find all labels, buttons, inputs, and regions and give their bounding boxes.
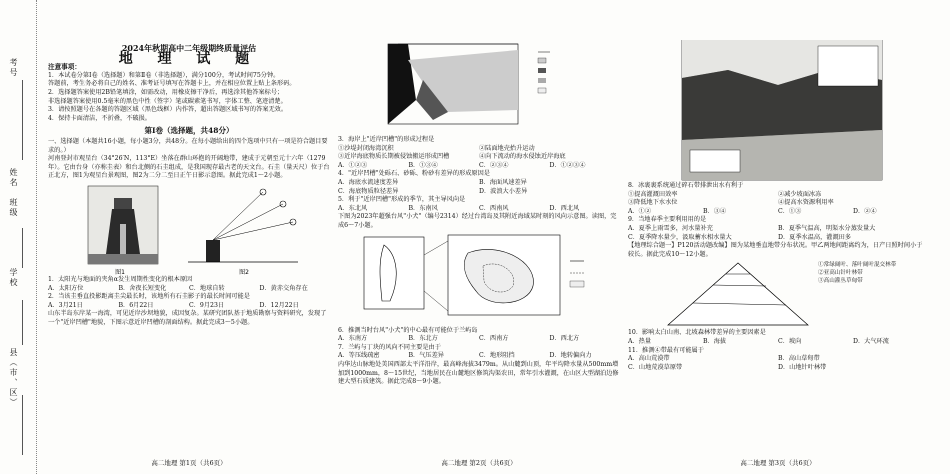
statement: ③近岸海底物质长期被侵蚀搬运形成凹槽 — [338, 153, 450, 161]
option[interactable]: C．夏季降水量少，汲取蓄水相水量大 — [628, 233, 732, 241]
page-footer: 高二地理 第1页（共6页） — [151, 459, 227, 468]
note-line: 答题前，考生务必将自己的姓名、准考证号填写在答题卡上，并在相应位置上贴上条形码。 — [48, 80, 296, 88]
note-line: 1．本试卷分第Ⅰ卷（选择题）和第Ⅱ卷（非选择题），满分100分，考试时间75分钟。 — [48, 71, 280, 79]
subject-title: 地 理 试 题 — [118, 50, 260, 67]
question-7: 7．兰屿与丁块的风向不同主要是由于 — [338, 343, 441, 351]
option[interactable]: D．山地针叶林带 — [778, 363, 827, 371]
statement: ①提高灌溉田效率 — [628, 190, 678, 198]
typhoon-wind-map — [338, 231, 620, 327]
option[interactable]: B．舍夜长短变化 — [118, 284, 167, 292]
note-line: 3．请按照题号在各题的答题区域（黑色线框）内作答，超出答题区域书写的答案无效。 — [48, 106, 288, 114]
option[interactable]: A．太阳方位 — [48, 284, 84, 292]
option[interactable]: D．大气环流 — [853, 337, 889, 345]
typhoon-figure — [338, 231, 620, 327]
option[interactable]: C．9月23日 — [189, 301, 225, 309]
label-banji: 班级 — [9, 198, 18, 218]
question-8: 8．冰裹裹系统通过碎石带排泄出水有利于 — [628, 182, 744, 189]
option[interactable]: D．西北方 — [549, 335, 580, 343]
statement: ②减少坡面冰冻 — [778, 190, 822, 198]
margin-line — [22, 228, 23, 268]
option[interactable]: A．热量 — [628, 337, 652, 345]
option[interactable]: A．高山荒漠带 — [628, 355, 670, 363]
label-xingming: 姓名 — [9, 168, 18, 188]
observatory-figures — [48, 184, 330, 276]
option[interactable]: D．地转偏向力 — [549, 352, 592, 360]
question-9: 9．当地春季主要利用用的是 — [628, 216, 707, 224]
question-2: 2．当该圭垂直投影距离圭尖最长时，该地所有石圭影子的最长时间可能是 — [48, 293, 250, 301]
option[interactable]: B．东南风 — [408, 204, 438, 212]
question-10: 10．影响太白山南、北坡森林带差异的主要因素是 — [628, 329, 766, 337]
question-6: 6．推测当时台风"小犬"的中心最有可能位于兰屿岛 — [338, 326, 478, 334]
fig1-caption: 图1 — [115, 268, 125, 276]
option[interactable]: D．夏季水温高，灌溉田多 — [778, 233, 852, 241]
q10-options — [628, 338, 928, 347]
q11-options — [628, 355, 928, 372]
stem-text: 【地理综合题一】P120活动题改编】图为某地垂直地带分布状况。甲乙两地间距离约为，日产日照时间小于较长。据此完成10～12小题。 — [628, 242, 923, 258]
option[interactable]: D．西北风 — [549, 204, 580, 212]
legend-item: ②亚高山针叶林带 — [818, 270, 863, 277]
note-line: 2．选择题答案使用2B铅笔填涂，如需改动，用橡皮擦干净后，再选涂其他答案标号； — [48, 88, 284, 96]
label-xuexiao: 学校 — [9, 268, 18, 288]
option[interactable]: D．波浪大小差异 — [479, 187, 528, 195]
cut-line — [36, 0, 37, 474]
statement: ④提高水资源利用率 — [778, 199, 834, 207]
option[interactable]: C．地形阻挡 — [479, 352, 515, 360]
option[interactable]: A．东南方 — [338, 335, 368, 343]
page-2 — [338, 0, 620, 474]
margin-line — [22, 80, 23, 160]
stem-text: 山东半岛东岸某一海湾，可见近岸沙坝地貌，成因复杂。某研究团队基于地质勘察与资料研究，发现了一个"近岸凹槽"地貌，下图示意近岸凹槽的剖面结构。据此完成3～5小题。 — [48, 310, 327, 326]
q7-options — [338, 352, 620, 361]
question-intro: 一、选择题（本题共16小题，每小题3分，共48分。在每小题给出的四个选项中只有一项是符合题目要求的。） — [48, 137, 328, 154]
coastal-profile-diagram — [338, 40, 620, 136]
option[interactable]: A．东北风 — [338, 204, 368, 212]
q6-options — [338, 335, 620, 344]
option[interactable]: A．等压线疏密 — [338, 352, 380, 360]
note-line: 非选择题答案使用0.5毫米的黑色中性（签字）笔或碳素笔书写，字体工整、笔迹清楚。 — [48, 97, 287, 105]
q4-options — [338, 179, 620, 196]
option[interactable]: B．①③④ — [408, 161, 438, 169]
legend-item: ①常绿阔叶、落叶阔叶混交林带 — [818, 262, 897, 269]
option[interactable]: D．黄赤交角存在 — [259, 284, 308, 292]
q3-statements — [338, 145, 620, 162]
figure-row — [48, 184, 330, 276]
option[interactable]: B．夏季气温高，明渠水分蒸发量大 — [778, 224, 876, 232]
option[interactable]: C．坡向 — [778, 337, 802, 345]
option[interactable]: A．夏季上雨雪多，河水量补充 — [628, 224, 713, 232]
q1-options — [48, 285, 330, 294]
legend-item: ③高山灌丛草甸带 — [818, 278, 863, 285]
option[interactable]: B．东北方 — [408, 335, 438, 343]
statement: ①沙堤封闭海湾沉积 — [338, 144, 394, 152]
option[interactable]: B．海拔 — [703, 337, 727, 345]
option[interactable]: C．西南方 — [479, 335, 509, 343]
option[interactable]: C．地球自转 — [189, 284, 225, 292]
option[interactable]: C．西南风 — [479, 204, 509, 212]
note-line: 4．保持卡面清洁，不折叠，不破损。 — [48, 114, 151, 122]
label-xian: 县（市、区） — [9, 348, 18, 408]
stem-text: 下图为2023年超强台风"小犬"（编号2314）经过台湾岛及其附近海域某时刻的风向示意图。读图，完成6～7小题。 — [338, 213, 617, 229]
option[interactable]: C．山地荒漠草原带 — [628, 363, 683, 371]
q2-options — [48, 302, 330, 311]
question-5: 5．利于"近岸凹槽"形成的季节，其主导风向是 — [338, 196, 466, 204]
option[interactable]: B．6月22日 — [118, 301, 154, 309]
fig2-caption: 图2 — [239, 268, 249, 276]
page-3 — [628, 0, 928, 474]
option[interactable]: A．海底水流速度差异 — [338, 178, 399, 186]
option[interactable]: D．①②③④ — [549, 161, 586, 169]
statement: ③降低地下水水位 — [628, 199, 678, 207]
option[interactable]: C．①③ — [778, 207, 802, 215]
sierra-photo — [628, 40, 928, 182]
question-4: 4．"近岸凹槽"处砾石、砂砾、粉砂有差异的形成原因是 — [338, 170, 490, 178]
option[interactable]: A．①② — [628, 207, 652, 215]
option[interactable]: C．海底物质粒径差异 — [338, 187, 399, 195]
question-11: 11．推测④带最有可能属于 — [628, 346, 704, 354]
notes-heading: 注意事项： — [48, 63, 81, 72]
exam-title: 2024年秋期高中二年级期终质量评估 — [121, 43, 257, 53]
option[interactable]: A．①②③ — [338, 161, 368, 169]
question-3: 3．海岸上"近岸凹槽"的形成过程是 — [338, 136, 435, 143]
option[interactable]: B．高山草甸带 — [778, 355, 820, 363]
statement: ②陆面地壳抬升运动 — [479, 144, 535, 152]
q9-options — [628, 225, 928, 242]
statement: ④向下流动的海水侵蚀近岸海底 — [479, 153, 566, 161]
option[interactable]: C．②③④ — [479, 161, 509, 169]
section-heading: 第Ⅰ卷（选择题，共48分） — [144, 126, 234, 136]
profile-figure — [338, 40, 620, 136]
question-1: 1．太阳光与地面的夹角α发生周期性变化的根本原因 — [48, 275, 193, 283]
option[interactable]: A．3月21日 — [48, 301, 83, 309]
zonation-legend — [818, 261, 896, 285]
margin-line — [22, 395, 23, 455]
page-footer: 高二地理 第2页（共6页） — [441, 459, 517, 468]
zonation-figure — [628, 259, 928, 329]
option[interactable]: B．③④ — [703, 207, 727, 215]
option[interactable]: B．海面风速差异 — [479, 178, 527, 186]
page-footer: 高二地理 第3页（共6页） — [740, 459, 816, 468]
page-1 — [48, 0, 330, 474]
label-kaohao: 考号 — [9, 58, 18, 78]
stem-text: 河南登封市观星台（34°26′N，113°E）坐落在群山环抱的开阔地带，建成于元朝至元十六年（1279年）。它由台身（亦称圭表）和台北侧的石圭组成，是我国现存最古老的天文台。石圭（量天尺）位于台正北方，图1为观星台景观图，图2为二分二至日正午日影示意图。据此完成1～2小题。 — [48, 155, 330, 180]
q8-statements — [628, 191, 928, 208]
option[interactable]: D．②④ — [853, 207, 877, 215]
mountain-photo-figure — [628, 40, 928, 182]
option[interactable]: B．气压差异 — [408, 352, 444, 360]
margin-line — [22, 300, 23, 345]
option[interactable]: D．12月22日 — [259, 301, 299, 309]
stem-text: 内华达山脉地处美国西部太平洋沿岸，最高峰海拔3479m。从山麓到山顶，年平均降水量从500mm增加到1000mm，8～15世纪，当地居民在山麓地区修筑沟渠农田，常年引水灌溉，在山区大型湖泊边修建大型石质建筑。据此完成8～9小题。 — [338, 360, 619, 386]
